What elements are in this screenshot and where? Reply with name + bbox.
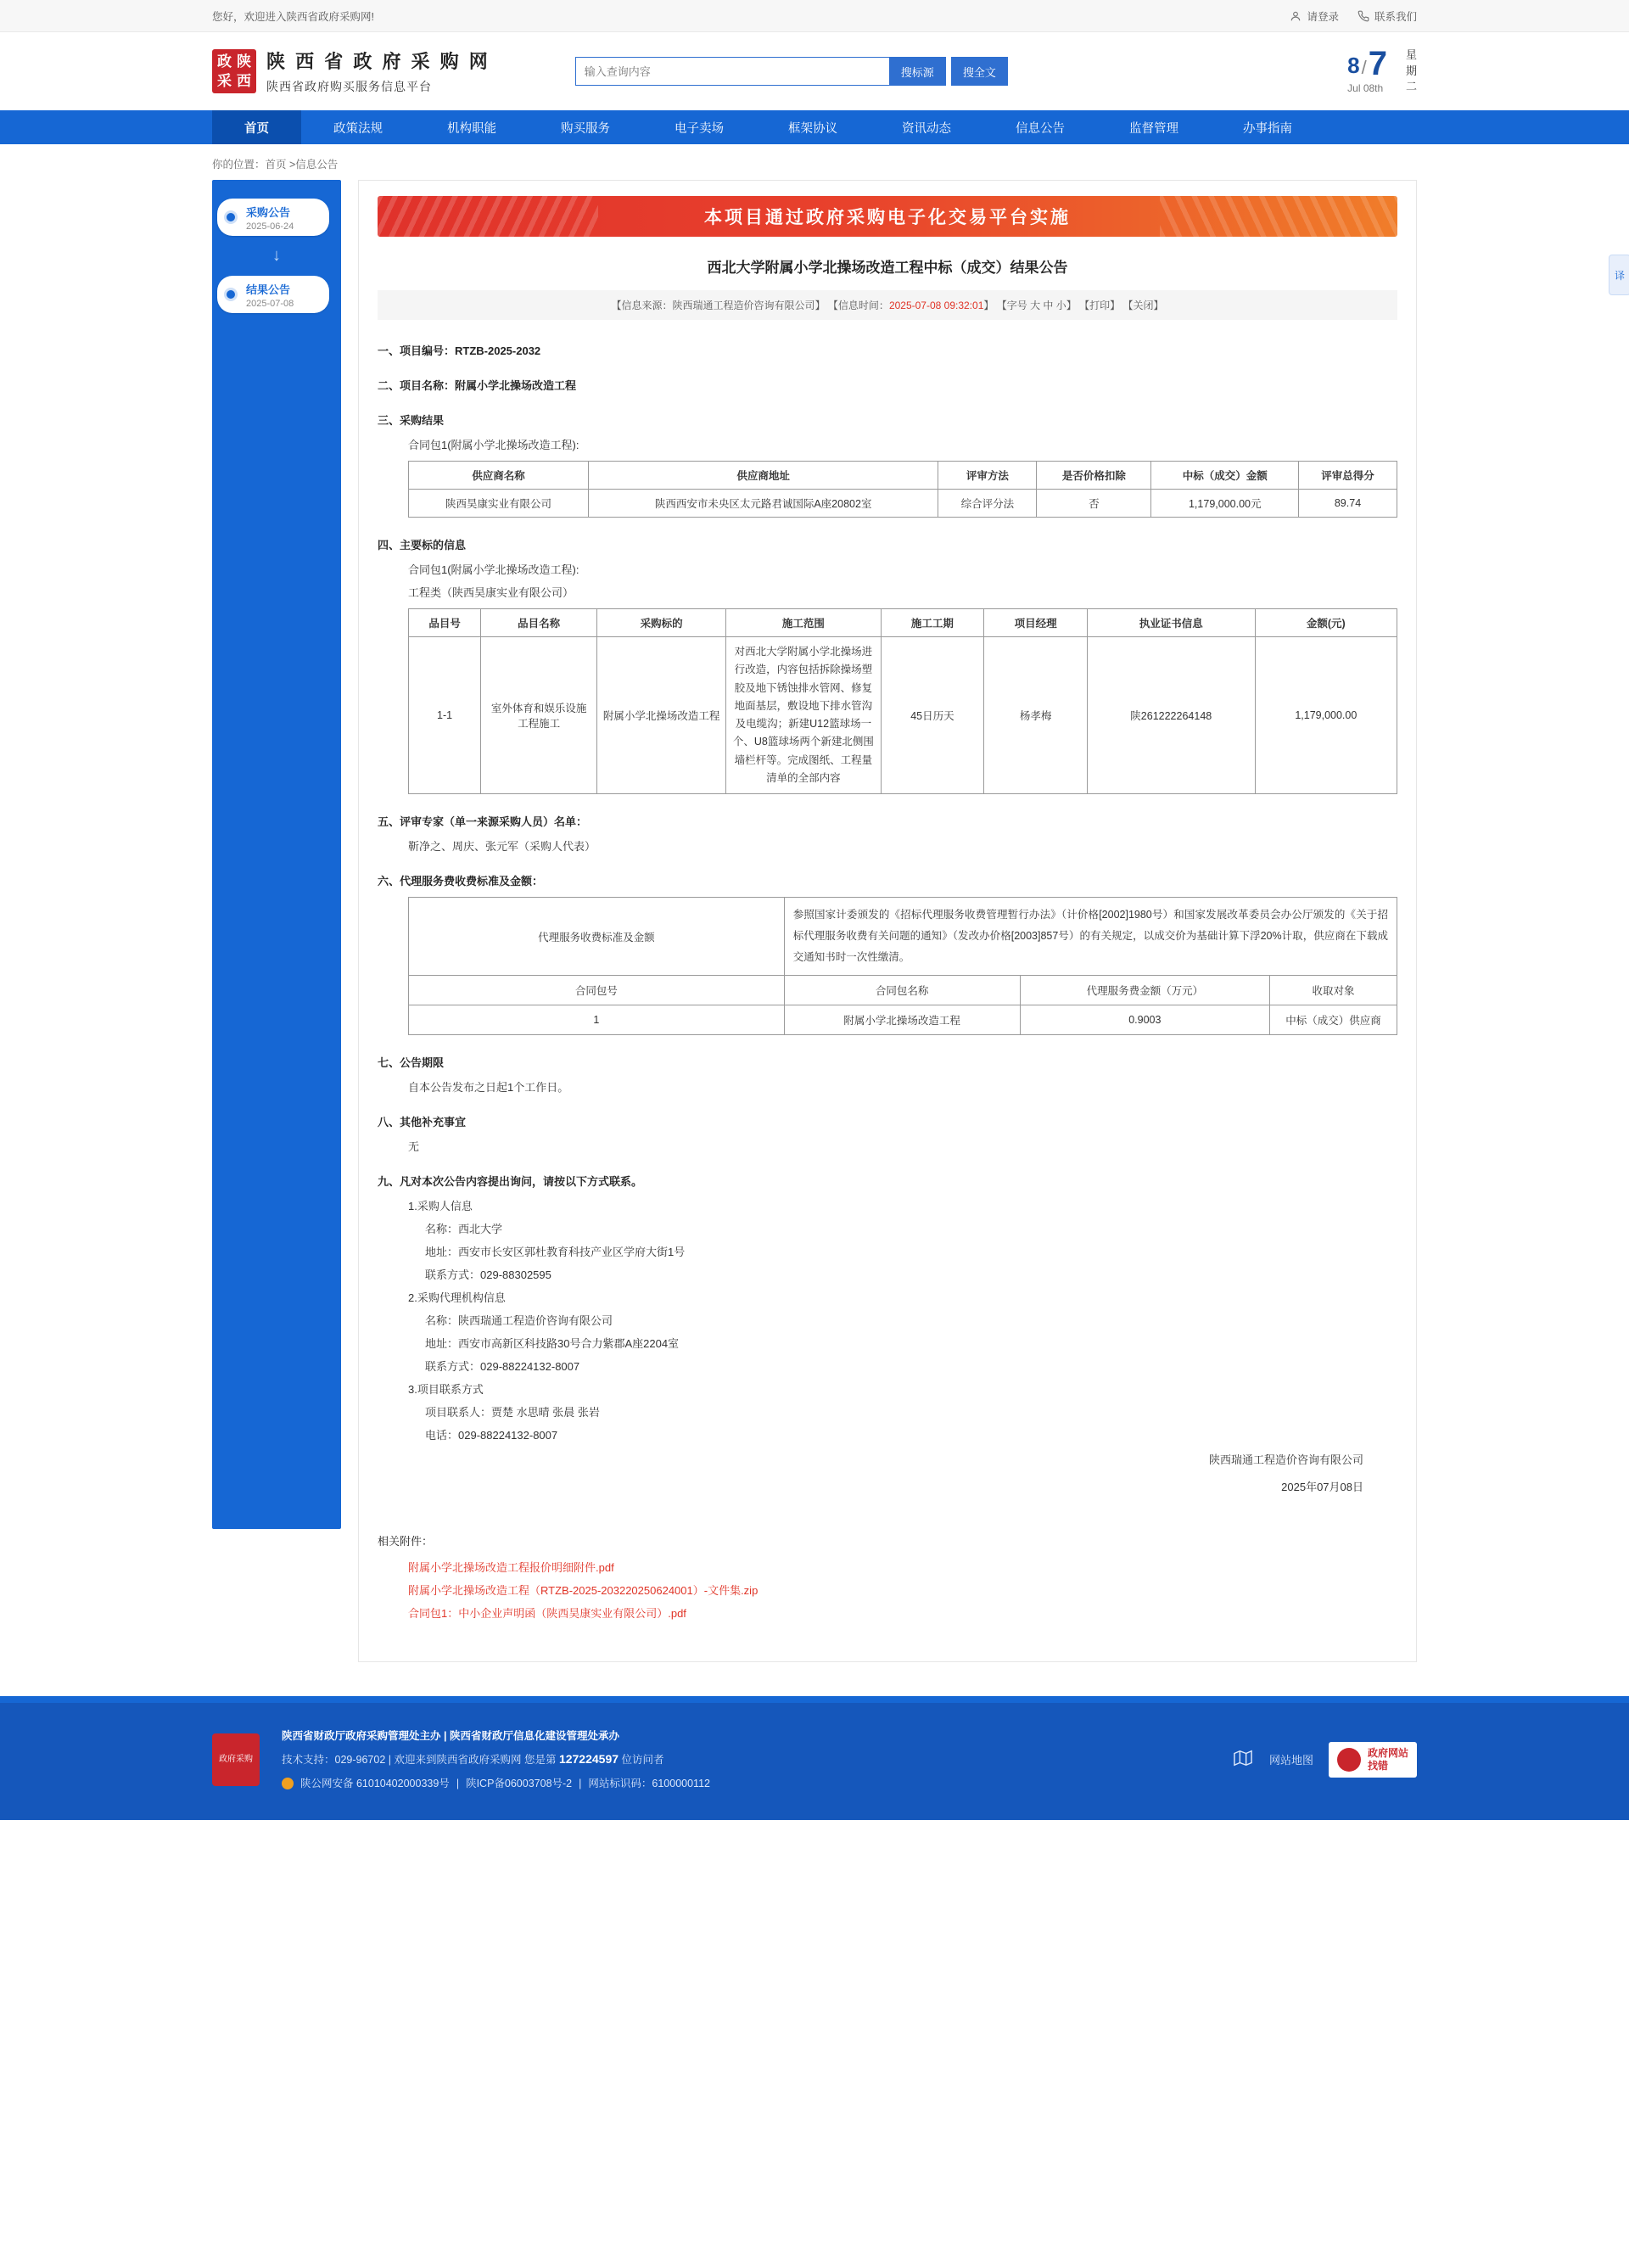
logo-char-4: 西 [237,73,251,89]
cell-license: 陕261222264148 [1087,637,1255,794]
agency-tel: 联系方式：029-88224132-8007 [425,1360,580,1373]
meta-time-end: 】 [983,300,994,311]
table-row [409,490,1397,518]
step-date: 2025-07-08 [246,298,294,309]
main-area [212,180,1625,1696]
top-bar [0,0,1629,32]
table-row [409,898,1397,976]
col-amount: 金额(元) [1255,609,1397,637]
sidebar-step-result-notice[interactable] [217,276,341,313]
result-table [408,461,1397,518]
logo-char-1: 政 [217,53,232,70]
process-sidebar [212,180,341,1529]
cell-supplier-name: 陕西昊康实业有限公司 [409,490,589,518]
nav-item-services[interactable]: 购买服务 [561,121,610,136]
report-error-badge[interactable] [1329,1742,1417,1778]
cell-total-score: 89.74 [1299,490,1397,518]
meta-source-label: 【信息来源： [611,300,673,311]
table-header-row [409,609,1397,637]
col-supplier-name: 供应商名称 [409,462,589,490]
nav-item-supervision[interactable]: 监督管理 [1129,121,1178,136]
kind-supplier: （陕西昊康实业有限公司） [441,586,574,599]
col-payer: 收取对象 [1270,976,1397,1005]
col-item-no: 品目号 [409,609,481,637]
page-title: 西北大学附属小学北操场改造工程中标（成交）结果公告 [707,260,1068,276]
signature-org: 陕西瑞通工程造价咨询有限公司 [1208,1453,1363,1466]
login-link[interactable] [1290,8,1339,24]
cell-package-no: 1 [409,1005,785,1035]
report-badge-line2: 找错 [1367,1759,1388,1772]
cell-item-name: 室外体育和娱乐设施工程施工 [481,637,597,794]
site-code: 网站标识码：6100000112 [588,1777,710,1789]
cell-manager: 杨孝梅 [984,637,1088,794]
footer-line-1: 陕西省财政厅政府采购管理处主办 | 陕西省财政厅信息化建设管理处承办 [282,1730,619,1742]
attachments-title: 相关附件： [378,1535,434,1548]
col-fee-amount: 代理服务费金额（万元） [1020,976,1269,1005]
section-3-package: 合同包1(附属小学北操场改造工程): [408,439,579,451]
logo-char-3: 采 [217,73,232,89]
col-price-deduction: 是否价格扣除 [1037,462,1151,490]
fee-label: 代理服务收费标准及金额 [409,898,785,976]
welcome-text: 您好，欢迎进入陕西省政府采购网! [212,10,374,23]
col-item-name: 品目名称 [481,609,597,637]
project-contact-title: 3.项目联系方式 [408,1383,484,1396]
logo-mark-icon [212,49,256,93]
table-header-row [409,976,1397,1005]
cell-scope: 对西北大学附属小学北操场进行改造，内容包括拆除操场塑胶及地下锈蚀排水管网、修复地面基层，敷设地下排水管沟及电缆沟；新建U12篮球场一个、U8篮球场两个新建北侧围墙栏杆等。完成图纸、工程量清单的全部内容 [726,637,882,794]
section-9-title: 九、凡对本次公告内容提出询问，请按以下方式联系。 [378,1175,643,1188]
platform-banner [378,196,1397,237]
col-review-method: 评审方法 [938,462,1037,490]
sep-2: | [579,1777,582,1789]
nav-item-news[interactable]: 资讯动态 [902,121,951,136]
signature-date: 2025年07月08日 [1281,1481,1363,1493]
col-subject: 采购标的 [597,609,726,637]
site-header [0,32,1629,110]
phone-icon [1358,10,1369,22]
section-4-kind [408,584,1397,600]
site-logo[interactable] [212,48,490,95]
close-button[interactable]: 【关闭】 [1122,300,1164,311]
nav-item-emarket[interactable]: 电子卖场 [675,121,724,136]
agency-info-title: 2.采购代理机构信息 [408,1291,506,1304]
meta-time-label: 【信息时间： [827,300,889,311]
attachment-link-3[interactable]: 合同包1：中小企业声明函（陕西昊康实业有限公司）.pdf [408,1607,686,1620]
kind-label: 工程类 [408,586,442,599]
section-2-title: 二、项目名称：附属小学北操场改造工程 [378,379,577,392]
table-row [409,637,1397,794]
cell-package-name: 附属小学北操场改造工程 [784,1005,1020,1035]
nav-item-announcements[interactable]: 信息公告 [1016,121,1065,136]
nav-item-home[interactable]: 首页 [212,110,301,144]
logo-char-2: 陕 [237,53,251,70]
cell-price-deduction: 否 [1037,490,1151,518]
step-title: 结果公告 [246,283,291,296]
agency-name: 名称：陕西瑞通工程造价咨询有限公司 [425,1314,613,1327]
arrow-down-icon: ↓ [272,246,281,265]
search-source-button[interactable]: 搜标源 [889,57,946,86]
site-footer [0,1703,1629,1820]
translate-icon[interactable]: 译 [1609,255,1629,295]
doc-meta [378,290,1397,320]
date-en: Jul 08th [1347,82,1384,94]
agency-fee-table [408,897,1397,1035]
step-dot-icon [224,288,238,301]
sidebar-step-purchase-notice[interactable] [217,199,341,236]
col-total-score: 评审总得分 [1299,462,1397,490]
date-month: 8 [1347,53,1360,78]
cell-payer: 中标（成交）供应商 [1270,1005,1397,1035]
site-name: 陕 西 省 政 府 采 购 网 [266,51,490,72]
purchaser-tel: 联系方式：029-88302595 [425,1268,551,1281]
step-dot-icon [224,210,238,224]
col-package-name: 合同包名称 [784,976,1020,1005]
cell-duration: 45日历天 [881,637,984,794]
table-header-row [409,462,1397,490]
purchaser-info-title: 1.采购人信息 [408,1200,473,1212]
font-size-control[interactable]: 【字号 大 中 小】 [996,300,1077,311]
date-day: 7 [1368,45,1387,82]
weekday-label: 星 期 二 [1405,48,1417,93]
sep-1: | [456,1777,460,1789]
cell-item-no: 1-1 [409,637,481,794]
cell-amount: 1,179,000.00 [1255,637,1397,794]
item-table [408,608,1397,794]
report-badge-line1: 政府网站 [1367,1746,1408,1759]
contact-label: 联系我们 [1374,10,1417,23]
date-slash: / [1361,57,1367,78]
section-7-body: 自本公告发布之日起1个工作日。 [408,1081,569,1094]
expert-names: 靳净之、周庆、张元军（采购人代表） [408,840,596,853]
col-license: 执业证书信息 [1087,609,1255,637]
col-supplier-address: 供应商地址 [588,462,938,490]
purchaser-address: 地址：西安市长安区郭杜教育科技产业区学府大街1号 [425,1246,686,1258]
breadcrumb-bar [0,144,1629,180]
section-8-title: 八、其他补充事宜 [378,1116,467,1128]
breadcrumb: 你的位置：首页 >信息公告 [212,159,339,171]
icp-link[interactable]: 陕ICP备06003708号-2 [466,1777,573,1789]
project-contact-person: 项目联系人：贾楚 水思晴 张晨 张岩 [425,1406,600,1419]
police-record-link[interactable]: 陕公网安备 61010402000339号 [300,1777,450,1789]
agency-address: 地址：西安市高新区科技路30号合力紫郡A座2204室 [425,1337,680,1350]
nav-item-framework[interactable]: 框架协议 [788,121,837,136]
user-icon [1290,10,1302,22]
section-1-title: 一、项目编号：RTZB-2025-2032 [378,344,541,357]
attachment-link-1[interactable]: 附属小学北操场改造工程报价明细附件.pdf [408,1561,614,1574]
col-manager: 项目经理 [984,609,1088,637]
announcement-content [358,180,1417,1662]
section-6-title: 六、代理服务费收费标准及金额： [378,875,544,888]
purchaser-name: 名称：西北大学 [425,1223,503,1235]
nav-item-functions[interactable]: 机构职能 [447,121,496,136]
search-fulltext-button[interactable]: 搜全文 [951,57,1008,86]
nav-item-guide[interactable]: 办事指南 [1243,121,1292,136]
section-7-title: 七、公告期限 [378,1056,445,1069]
footer-divider [0,1696,1629,1703]
site-map-link[interactable] [1232,1749,1254,1770]
search-box [575,57,1008,86]
meta-source: 陕西瑞通工程造价咨询有限公司 [672,300,815,311]
col-scope: 施工范围 [726,609,882,637]
meta-source-end: 】 [814,300,826,311]
nav-item-policy[interactable]: 政策法规 [333,121,383,136]
meta-time: 2025-07-08 09:32:01 [888,300,984,311]
print-button[interactable]: 【打印】 [1079,300,1121,311]
footer-line-2b: 位访问者 [621,1754,664,1767]
cell-subject: 附属小学北操场改造工程 [597,637,726,794]
col-package-no: 合同包号 [409,976,785,1005]
section-4-title: 四、主要标的信息 [378,539,467,552]
site-map-label: 网站地图 [1268,1754,1313,1767]
footer-line-2a: 技术支持：029-96702 | 欢迎来到陕西省政府采购网 您是第 [282,1754,557,1767]
col-duration: 施工工期 [881,609,984,637]
search-input[interactable] [575,57,889,86]
cell-award-amount: 1,179,000.00元 [1151,490,1299,518]
cell-review-method: 综合评分法 [938,490,1037,518]
date-widget [1347,45,1417,96]
cell-fee-amount: 0.9003 [1020,1005,1269,1035]
section-5-title: 五、评审专家（单一来源采购人员）名单： [378,815,588,828]
cell-supplier-address: 陕西西安市未央区太元路君诚国际A座20802室 [588,490,938,518]
site-subtitle: 陕西省政府购买服务信息平台 [266,80,432,93]
fee-paragraph: 参照国家计委颁发的《招标代理服务收费管理暂行办法》（计价格[2002]1980号）和国家发展改革委员会办公厅颁发的《关于招标代理服务收费有关问题的通知》（发改办价格[2003]857号）的有关规定，以成交价为基础计算下浮20%计取，供应商在下载成交通知书时一次性缴清。 [784,898,1397,976]
project-contact-tel: 电话：029-88224132-8007 [425,1429,558,1442]
step-title: 采购公告 [246,205,291,219]
government-emblem-icon: 政府采购 [212,1733,260,1786]
section-3-title: 三、采购结果 [378,414,445,427]
section-4-package: 合同包1(附属小学北操场改造工程): [408,563,579,576]
gov-seal-icon [1337,1748,1361,1772]
police-badge-icon [282,1778,294,1789]
step-date: 2025-06-24 [246,221,294,232]
table-row [409,1005,1397,1035]
visitor-count: 127224597 [558,1752,619,1767]
attachment-link-2[interactable]: 附属小学北操场改造工程（RTZB-2025-203220250624001）-文件集.zip [408,1584,759,1597]
main-nav [0,110,1629,144]
login-label: 请登录 [1307,10,1339,23]
map-icon [1232,1749,1254,1770]
section-8-body: 无 [408,1140,420,1153]
contact-link[interactable] [1358,8,1417,24]
col-award-amount: 中标（成交）金额 [1151,462,1299,490]
platform-banner-text: 本项目通过政府采购电子化交易平台实施 [704,208,1071,227]
